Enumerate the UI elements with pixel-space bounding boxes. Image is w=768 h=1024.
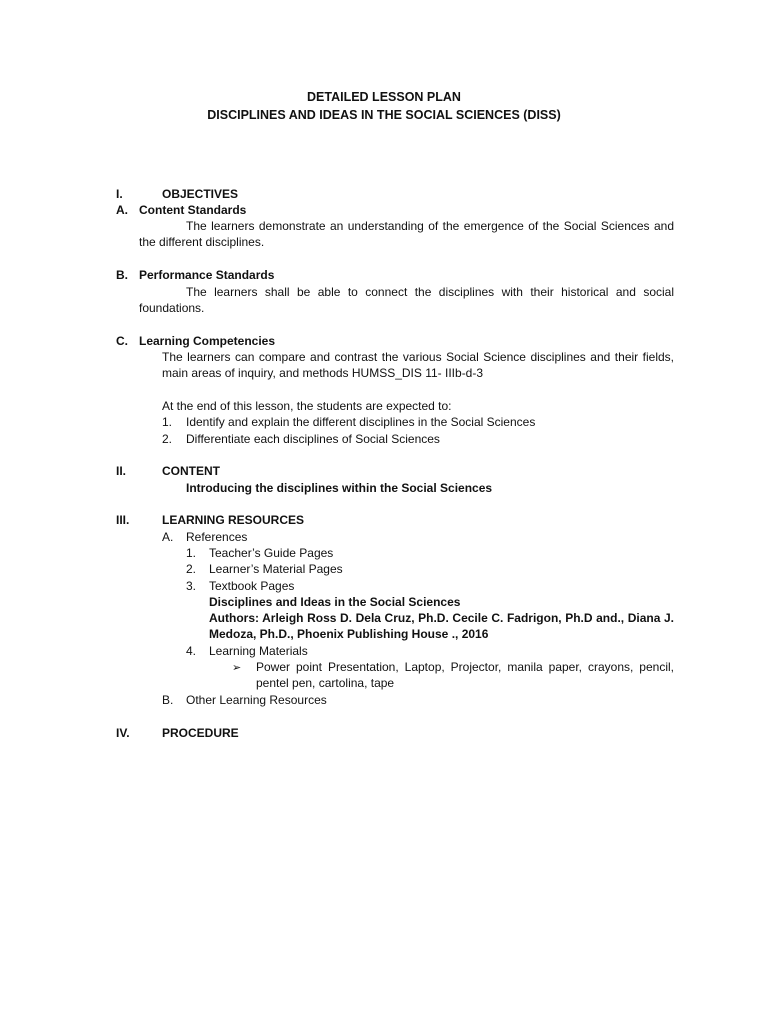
content-text: Introducing the disciplines within the Social Sciences [186,481,493,495]
subsection-letter: A. [116,203,128,217]
learning-materials-text: Power point Presentation, Laptop, Projector, manila paper, crayons, pencil, pentel pen, cartolina, tape [256,660,674,691]
section-heading-procedure: PROCEDURE [162,726,239,740]
subsection-label: Content Standards [139,203,247,217]
list-text: Learner’s Material Pages [209,562,343,576]
subsection-letter: B. [116,268,128,282]
list-number: 1. [162,415,173,429]
subsection-letter: C. [116,334,128,348]
list-item [162,414,535,430]
list-item [162,431,440,447]
subsection-learning-competencies [116,333,275,349]
subsection-letter: B. [162,693,174,707]
document-title: DETAILED LESSON PLAN [307,90,461,104]
list-number: 4. [186,644,197,658]
textbook-authors: Authors: Arleigh Ross D. Dela Cruz, Ph.D. Cecile C. Fadrigon, Ph.D and., Diana J. Medoza, Ph.D., Phoenix Publishing House ., 2016 [209,611,674,642]
subsection-performance-standards [116,267,274,283]
performance-standards-text: The learners shall be able to connect the disciplines with their historical and social foundations. [139,285,674,316]
list-text: Identify and explain the different disciplines in the Social Sciences [186,415,536,429]
list-text: Differentiate each disciplines of Social Sciences [186,432,440,446]
list-text: Learning Materials [209,644,308,658]
textbook-title: Disciplines and Ideas in the Social Sciences [209,595,461,609]
list-item [186,561,343,577]
subsection-content-standards [116,202,246,218]
list-text: Textbook Pages [209,579,295,593]
subsection-other-resources [162,692,327,708]
list-item [186,578,294,594]
subsection-letter: A. [162,530,174,544]
learning-competencies-text: The learners can compare and contrast the various Social Science disciplines and their fields, main areas of inquiry, and methods HUMSS_DIS 11- IIIb-d-3 [162,350,674,381]
list-number: 1. [186,546,197,560]
subsection-label: References [186,530,248,544]
list-number: 2. [162,432,173,446]
content-standards-text: The learners demonstrate an understanding of the emergence of the Social Sciences and the different disciplines. [139,219,674,250]
list-number: 2. [186,562,197,576]
section-number-learning-resources: III. [116,513,130,527]
section-heading-content: CONTENT [162,464,220,478]
list-text: Teacher’s Guide Pages [209,546,334,560]
section-heading-learning-resources: LEARNING RESOURCES [162,513,305,527]
document-subtitle: DISCIPLINES AND IDEAS IN THE SOCIAL SCIENCES (DISS) [207,108,561,122]
list-item [186,545,333,561]
subsection-label: Other Learning Resources [186,693,327,707]
subsection-label: Performance Standards [139,268,275,282]
subsection-label: Learning Competencies [139,334,276,348]
arrow-bullet-icon: ➢ [232,662,242,674]
section-number-objectives: I. [116,187,123,201]
list-number: 3. [186,579,197,593]
section-number-content: II. [116,464,127,478]
subsection-references [162,529,247,545]
section-heading-objectives: OBJECTIVES [162,187,239,201]
objectives-intro: At the end of this lesson, the students are expected to: [162,399,452,413]
section-number-procedure: IV. [116,726,130,740]
list-item [186,643,308,659]
